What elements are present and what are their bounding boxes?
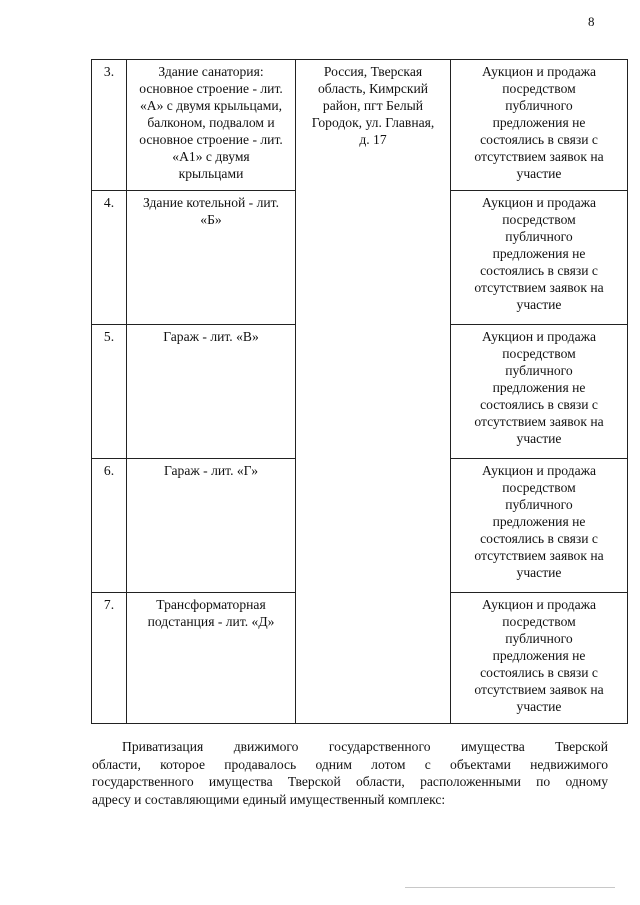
result-line: посредством [502,81,576,96]
result-line: публичного [505,98,573,113]
object-name-line: основное строение - лит. [139,132,283,147]
result-line: публичного [505,631,573,646]
table-row [92,60,628,191]
result-line: участие [516,565,562,580]
object-name-line: Трансформаторная [156,597,266,612]
object-name [127,325,296,459]
result-line: предложения не [492,648,586,663]
result-line: предложения не [492,246,586,261]
object-name-line: крыльцами [178,166,244,181]
result-line: участие [516,431,562,446]
result-line: отсутствием заявок на [474,149,604,164]
paragraph-line: адресу и составляющими единый имущественный комплекс: [92,791,446,807]
result-line: предложения не [492,514,586,529]
result-line: состоялись в связи с [480,397,598,412]
privatization-result [451,191,628,325]
address-line: область, Кимрский [317,81,429,96]
result-line: посредством [502,480,576,495]
object-name-line: «Б» [200,212,222,227]
result-line: публичного [505,497,573,512]
result-line: отсутствием заявок на [474,682,604,697]
object-name-line: основное строение - лит. [139,81,283,96]
result-line: публичного [505,363,573,378]
object-name-line: подстанция - лит. «Д» [147,614,275,629]
result-line: посредством [502,212,576,227]
result-line: участие [516,297,562,312]
row-number: 3. [92,60,127,191]
address-line: район, пгт Белый [322,98,424,113]
result-line: Аукцион и продажа [481,329,597,344]
result-line: Аукцион и продажа [481,597,597,612]
result-line: предложения не [492,115,586,130]
result-line: предложения не [492,380,586,395]
object-name-line: Гараж - лит. «Г» [164,463,258,478]
paragraph-line: области, которое продавалось одним лотом с объектами недвижимого [92,756,608,772]
result-line: состоялись в связи с [480,531,598,546]
object-name-line: «А» с двумя крыльцами, [139,98,283,113]
object-name-line: Здание котельной - лит. [143,195,279,210]
result-line: состоялись в связи с [480,263,598,278]
object-name [127,191,296,325]
result-line: Аукцион и продажа [481,463,597,478]
address-line: д. 17 [359,132,387,147]
result-line: Аукцион и продажа [481,64,597,79]
result-line: отсутствием заявок на [474,414,604,429]
privatization-result [451,593,628,724]
row-number: 4. [92,191,127,325]
address-line: Россия, Тверская [323,64,423,79]
object-address [296,60,451,724]
result-line: отсутствием заявок на [474,548,604,563]
scan-mark [405,887,615,888]
result-line: посредством [502,346,576,361]
body-paragraph [92,738,608,808]
result-line: состоялись в связи с [480,665,598,680]
result-line: Аукцион и продажа [481,195,597,210]
object-name [127,593,296,724]
privatization-result [451,325,628,459]
result-line: отсутствием заявок на [474,280,604,295]
object-name [127,459,296,593]
object-name-line: Гараж - лит. «В» [163,329,259,344]
page-number: 8 [588,14,595,29]
row-number: 6. [92,459,127,593]
property-table [91,59,628,724]
object-name-line: Здание санатория: [158,64,264,79]
paragraph-line: Приватизация движимого государственного имущества Тверской [122,739,608,754]
paragraph-line: государственного имущества Тверской области, расположенными по одному [92,774,608,789]
privatization-result [451,60,628,191]
result-line: состоялись в связи с [480,132,598,147]
row-number: 7. [92,593,127,724]
object-name [127,60,296,191]
privatization-result [451,459,628,593]
result-line: посредством [502,614,576,629]
result-line: участие [516,166,562,181]
result-line: участие [516,699,562,714]
row-number: 5. [92,325,127,459]
object-name-line: балконом, подвалом и [147,115,275,130]
object-name-line: «А1» с двумя [172,149,250,164]
result-line: публичного [505,229,573,244]
address-line: Городок, ул. Главная, [311,115,435,130]
